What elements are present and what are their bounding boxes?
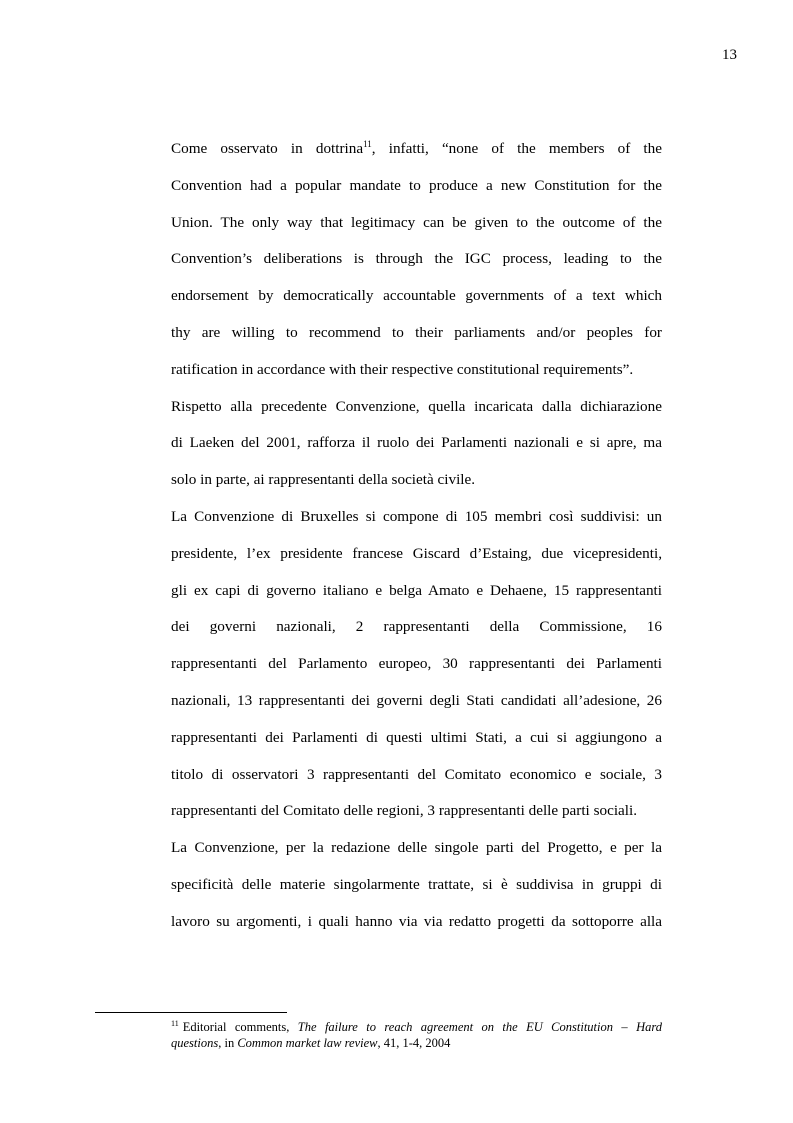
footnote-separator <box>95 1012 287 1013</box>
paragraph-1-line-5: endorsement by democratically accountable governments of a text which <box>171 287 662 305</box>
footnote-line-1 <box>171 1019 662 1035</box>
footnote-suffix: , 41, 1-4, 2004 <box>377 1036 451 1050</box>
footnote-middle: , in <box>218 1036 235 1050</box>
paragraph-1-line-7: ratification in accordance with their respective constitutional requirements”. <box>171 360 634 378</box>
body-text <box>171 131 662 941</box>
footnote <box>171 1019 662 1051</box>
paragraph-4-line-3: lavoro su argomenti, i quali hanno via via redatto progetti da sottoporre alla <box>171 912 662 930</box>
paragraph-3-line-6: nazionali, 13 rappresentanti dei governi degli Stati candidati all’adesione, 26 <box>171 691 662 709</box>
footnote-journal: Common market law review <box>237 1036 378 1050</box>
paragraph-1-line-3: Union. The only way that legitimacy can be given to the outcome of the <box>171 213 662 231</box>
paragraph-1-line-1 <box>171 131 662 168</box>
paragraph-2-line-1: Rispetto alla precedente Convenzione, quella incaricata dalla dichiarazione <box>171 397 662 415</box>
paragraph-3-line-5: rappresentanti del Parlamento europeo, 30 rappresentanti dei Parlamenti <box>171 655 662 673</box>
footnote-title-continued: questions <box>171 1036 219 1050</box>
paragraph-3-line-8: titolo di osservatori 3 rappresentanti del Comitato economico e sociale, 3 <box>171 765 662 783</box>
footnote-reference: 11 <box>363 139 372 149</box>
paragraph-1-line-4: Convention’s deliberations is through the IGC process, leading to the <box>171 250 662 268</box>
paragraph-3-line-4: dei governi nazionali, 2 rappresentanti della Commissione, 16 <box>171 618 662 636</box>
footnote-title: The failure to reach agreement on the EU Constitution – Hard <box>297 1020 663 1034</box>
paragraph-4-line-2: specificità delle materie singolarmente trattate, si è suddivisa in gruppi di <box>171 875 662 893</box>
text-segment: , infatti, “none of the members of the <box>371 140 662 157</box>
paragraph-3-line-7: rappresentanti dei Parlamenti di questi ultimi Stati, a cui si aggiungono a <box>171 728 662 746</box>
paragraph-1-line-2: Convention had a popular mandate to produce a new Constitution for the <box>171 176 662 194</box>
footnote-line-2 <box>171 1035 662 1051</box>
paragraph-3-line-1: La Convenzione di Bruxelles si compone di 105 membri così suddivisi: un <box>171 507 662 525</box>
paragraph-3-line-9: rappresentanti del Comitato delle regioni, 3 rappresentanti delle parti sociali. <box>171 802 638 820</box>
footnote-number: 11 <box>171 1019 179 1028</box>
paragraph-2-line-3: solo in parte, ai rappresentanti della società civile. <box>171 471 476 489</box>
paragraph-3-line-2: presidente, l’ex presidente francese Giscard d’Estaing, due vicepresidenti, <box>171 544 662 562</box>
page-number: 13 <box>722 47 737 63</box>
paragraph-4-line-1: La Convenzione, per la redazione delle singole parti del Progetto, e per la <box>171 839 662 857</box>
paragraph-1-line-6: thy are willing to recommend to their parliaments and/or peoples for <box>171 323 662 341</box>
text-segment: Come osservato in dottrina <box>171 140 364 157</box>
paragraph-2-line-2: di Laeken del 2001, rafforza il ruolo dei Parlamenti nazionali e si apre, ma <box>171 434 662 452</box>
footnote-prefix: Editorial comments, <box>182 1020 290 1034</box>
paragraph-3-line-3: gli ex capi di governo italiano e belga Amato e Dehaene, 15 rappresentanti <box>171 581 662 599</box>
